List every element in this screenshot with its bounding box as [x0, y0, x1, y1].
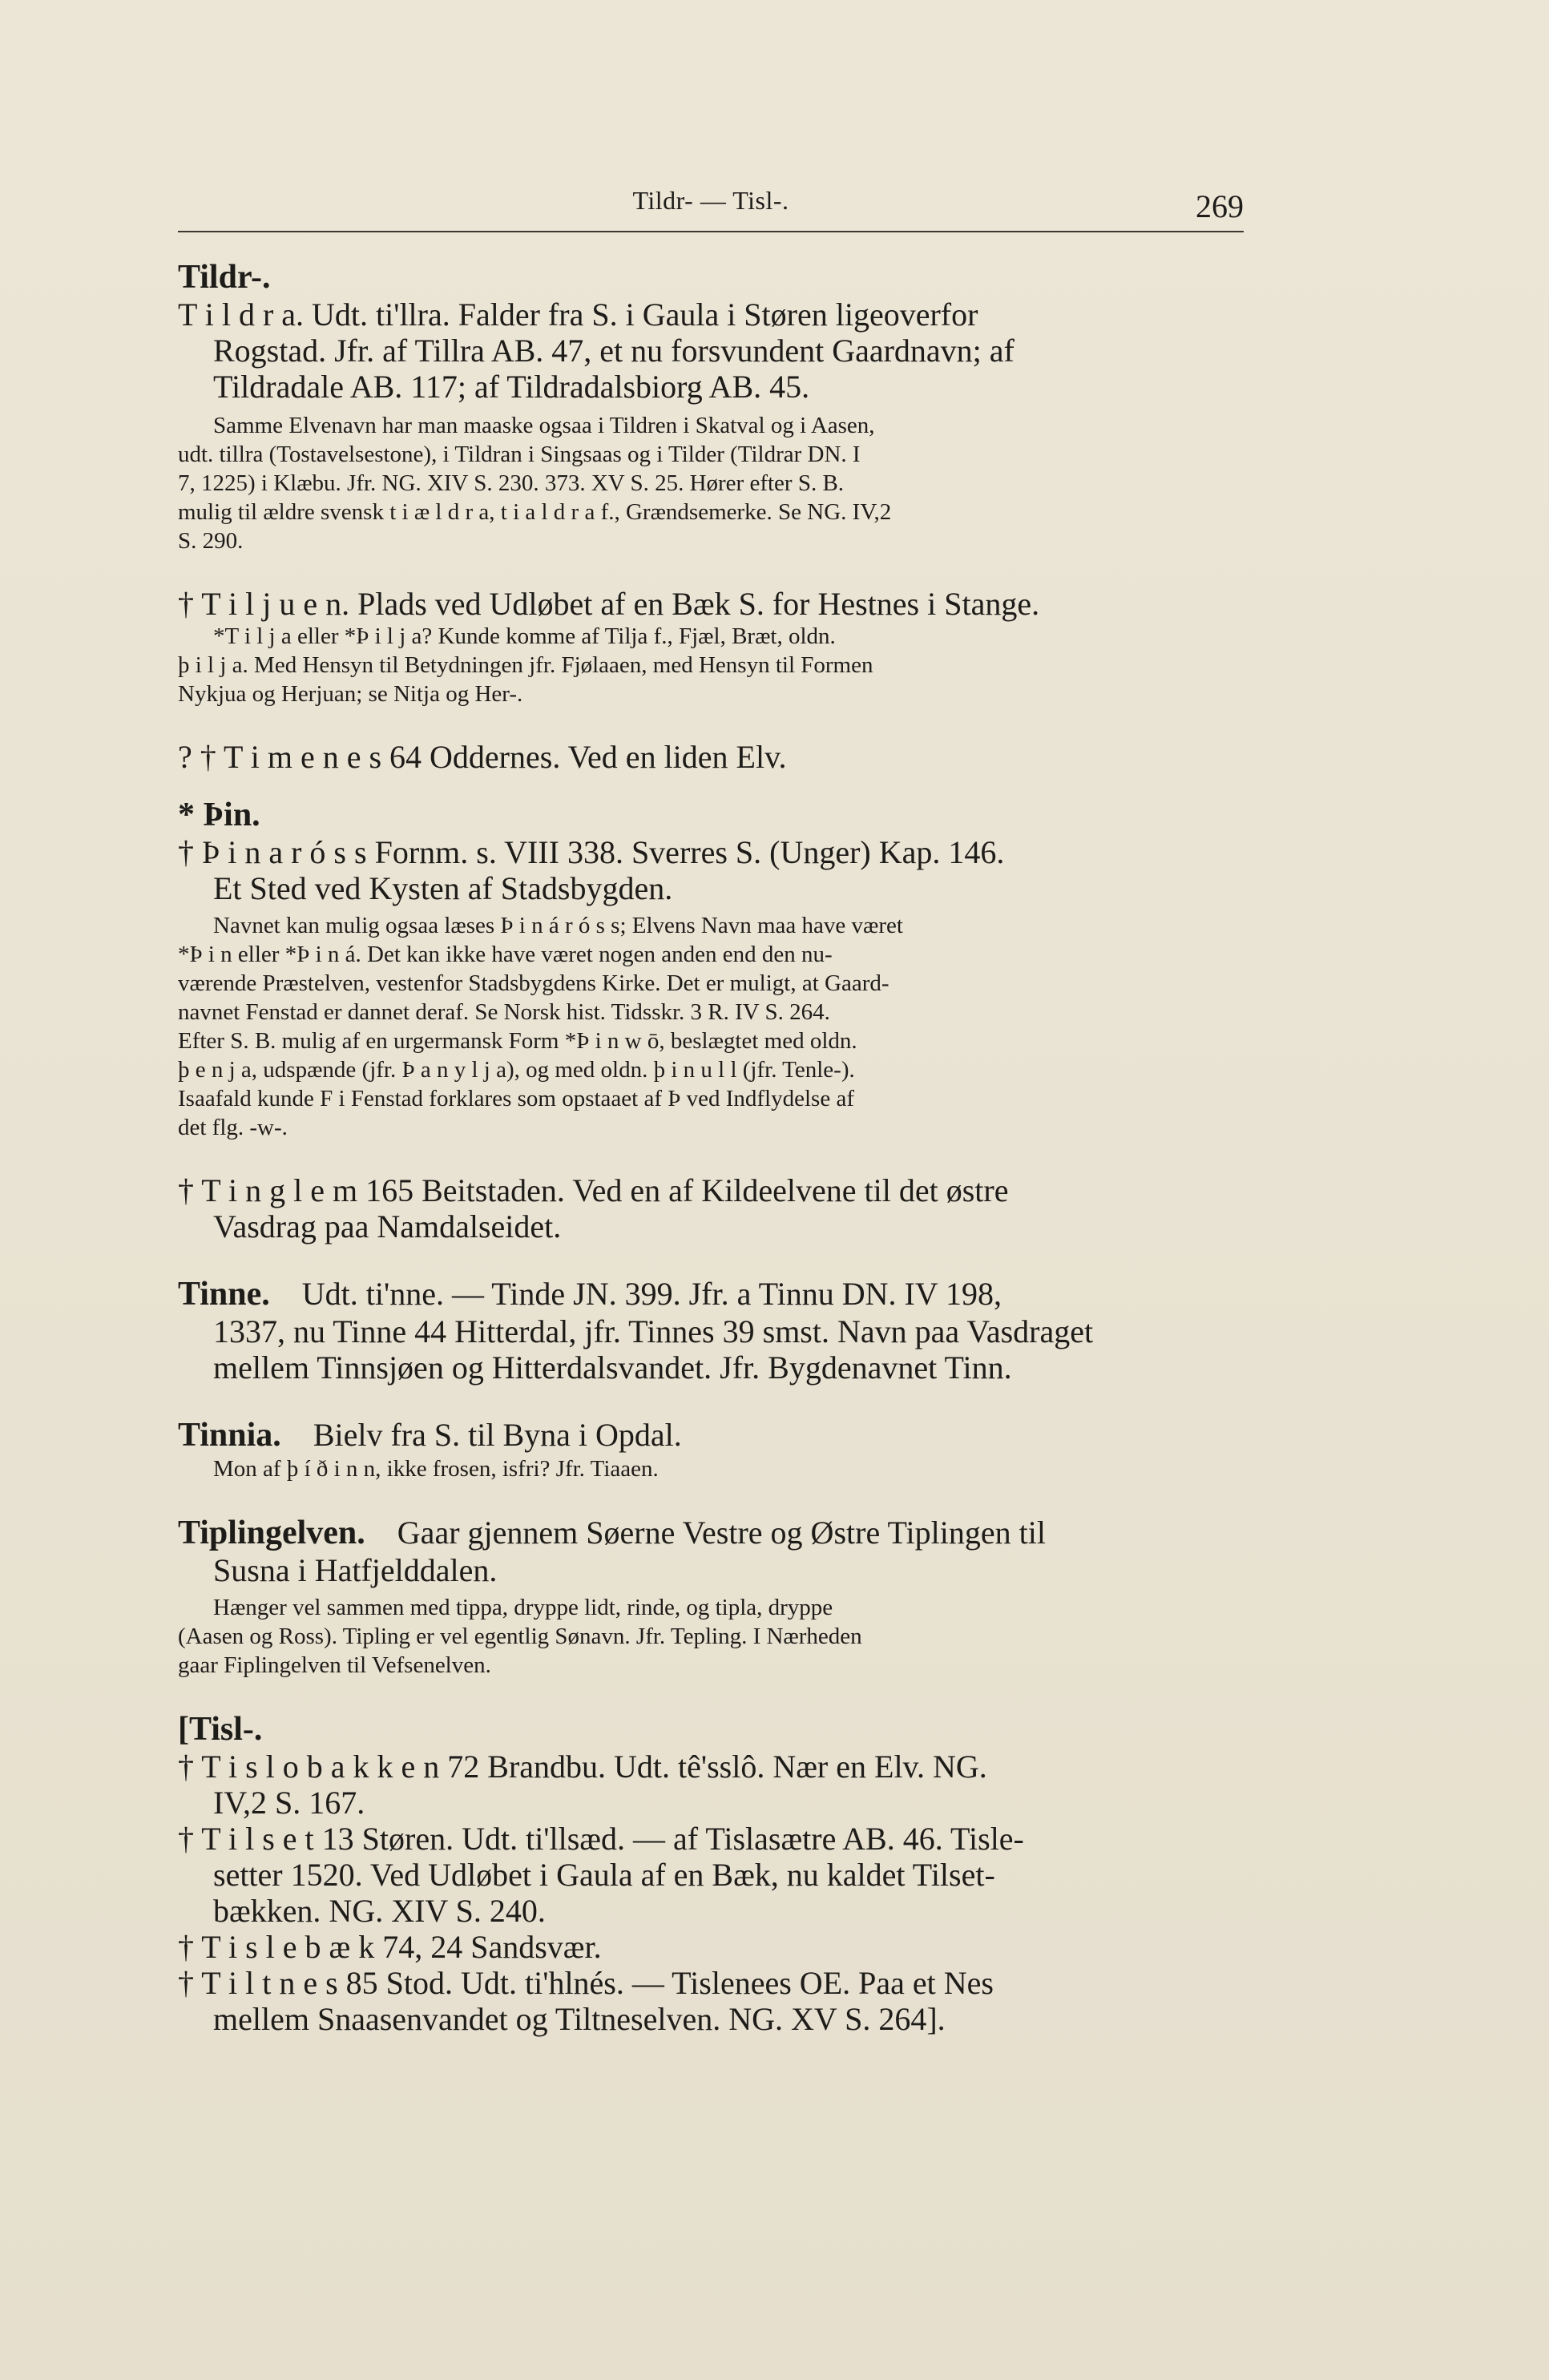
text-line: Susna i Hatfjelddalen.: [213, 1552, 498, 1588]
text-line: T i l d r a. Udt. ti'llra. Falder fra S. i Gaula i Støren ligeoverfor: [178, 296, 978, 333]
heading-tinne: Tinne.: [178, 1276, 270, 1313]
entry-tildr: [178, 258, 1244, 555]
text-line: Vasdrag paa Namdalseidet.: [213, 1208, 562, 1244]
heading-tildr: Tildr-.: [178, 259, 271, 296]
note-line: Isaafald kunde F i Fenstad forklares som opstaaet af Þ ved Indflydelse af: [178, 1086, 854, 1111]
note-line: Hænger vel sammen med tippa, dryppe lidt, rinde, og tipla, dryppe: [213, 1595, 833, 1620]
text-line: Tildradale AB. 117; af Tildradalsbiorg AB. 45.: [213, 369, 810, 405]
note-line: *Þ i n eller *Þ i n á. Det kan ikke have været nogen anden end den nu-: [178, 942, 833, 967]
text-line: Rogstad. Jfr. af Tillra AB. 47, et nu forsvundent Gaardnavn; af: [213, 333, 1015, 369]
text-line: mellem Snaasenvandet og Tiltneselven. NG. XV S. 264].: [213, 2001, 946, 2037]
entry-tiljuen: [178, 586, 1244, 708]
text-line: † T i s l e b æ k 74, 24 Sandsvær.: [178, 1929, 602, 1965]
note-line: Samme Elvenavn har man maaske ogsaa i Tildren i Skatval og i Aasen,: [213, 413, 875, 438]
text-line: Udt. ti'nne. — Tinde JN. 399. Jfr. a Tinnu DN. IV 198,: [301, 1276, 1002, 1312]
note-line: mulig til ældre svensk t i æ l d r a, t i a l d r a f., Grændsemerke. Se NG. IV,2: [178, 499, 892, 525]
text-line: 1337, nu Tinne 44 Hitterdal, jfr. Tinnes 39 smst. Navn paa Vasdraget: [213, 1313, 1094, 1349]
text-line: Gaar gjennem Søerne Vestre og Østre Tiplingen til: [397, 1515, 1046, 1551]
note-line: navnet Fenstad er dannet deraf. Se Norsk hist. Tidsskr. 3 R. IV S. 264.: [178, 999, 830, 1025]
note-line: Navnet kan mulig ogsaa læses Þ i n á r ó s s; Elvens Navn maa have været: [213, 913, 903, 938]
heading-tisl: [Tisl-.: [178, 1711, 263, 1748]
text-line: † T i l s e t 13 Støren. Udt. ti'llsæd. — af Tislasætre AB. 46. Tisle-: [178, 1821, 1024, 1857]
text-line: † T i s l o b a k k e n 72 Brandbu. Udt. tê'sslô. Nær en Elv. NG.: [178, 1749, 987, 1785]
text-line: † T i n g l e m 165 Beitstaden. Ved en af Kildeelvene til det østre: [178, 1172, 1009, 1208]
note-line: det flg. -w-.: [178, 1115, 288, 1140]
heading-thin: * Þin.: [178, 797, 260, 833]
text-line: setter 1520. Ved Udløbet i Gaula af en Bæk, nu kaldet Tilset-: [213, 1857, 995, 1893]
entry-tinnia: [178, 1416, 1244, 1483]
note-line: udt. tillra (Tostavelsestone), i Tildran i Singsaas og i Tilder (Tildrar DN. I: [178, 442, 861, 467]
text-line: mellem Tinnsjøen og Hitterdalsvandet. Jfr. Bygdenavnet Tinn.: [213, 1349, 1012, 1386]
note-line: værende Præstelven, vestenfor Stadsbygdens Kirke. Det er muligt, at Gaard-: [178, 970, 889, 996]
text-line: † T i l t n e s 85 Stod. Udt. ti'hlnés. — Tislenees OE. Paa et Nes: [178, 1965, 994, 2001]
note-line: 7, 1225) i Klæbu. Jfr. NG. XIV S. 230. 373. XV S. 25. Hører efter S. B.: [178, 470, 845, 496]
entry-tinglem: [178, 1172, 1244, 1244]
note-line: S. 290.: [178, 528, 244, 554]
text-line: Bielv fra S. til Byna i Opdal.: [313, 1417, 682, 1453]
entry-tiplingelven: [178, 1514, 1244, 1680]
note-line: Nykjua og Herjuan; se Nitja og Her-.: [178, 681, 523, 707]
text-line: † T i l j u e n. Plads ved Udløbet af en Bæk S. for Hestnes i Stange.: [178, 586, 1040, 622]
entry-timenes: [178, 739, 1244, 775]
text-line: Et Sted ved Kysten af Stadsbygden.: [213, 870, 673, 906]
note-line: þ e n j a, udspænde (jfr. Þ a n y l j a), og med oldn. þ i n u l l (jfr. Tenle-).: [178, 1057, 855, 1083]
page-header: [178, 183, 1244, 232]
page-content: [178, 258, 1244, 2037]
entry-thin: [178, 796, 1244, 1142]
note-line: Efter S. B. mulig af en urgermansk Form *Þ i n w ō, beslægtet med oldn.: [178, 1028, 857, 1054]
note-line: (Aasen og Ross). Tipling er vel egentlig Sønavn. Jfr. Tepling. I Nærheden: [178, 1624, 862, 1649]
text-line: bækken. NG. XIV S. 240.: [213, 1893, 546, 1929]
page-number: 269: [1196, 188, 1244, 224]
text-line: ? † T i m e n e s 64 Oddernes. Ved en liden Elv.: [178, 739, 787, 775]
heading-tinnia: Tinnia.: [178, 1417, 281, 1454]
running-head: Tildr- — Tisl-.: [632, 186, 789, 215]
entry-tinne: [178, 1275, 1244, 1386]
text-line: † Þ i n a r ó s s Fornm. s. VIII 338. Sverres S. (Unger) Kap. 146.: [178, 834, 1005, 870]
note-line: þ i l j a. Med Hensyn til Betydningen jfr. Fjølaaen, med Hensyn til Formen: [178, 652, 873, 678]
entry-tisl: [178, 1710, 1244, 2037]
note-line: *T i l j a eller *Þ i l j a? Kunde komme af Tilja f., Fjæl, Bræt, oldn.: [213, 623, 836, 649]
note-line: gaar Fiplingelven til Vefsenelven.: [178, 1652, 491, 1678]
note-line: Mon af þ í ð i n n, ikke frosen, isfri? Jfr. Tiaaen.: [213, 1456, 659, 1482]
text-line: IV,2 S. 167.: [213, 1785, 365, 1821]
heading-tiplingelven: Tiplingelven.: [178, 1515, 365, 1551]
